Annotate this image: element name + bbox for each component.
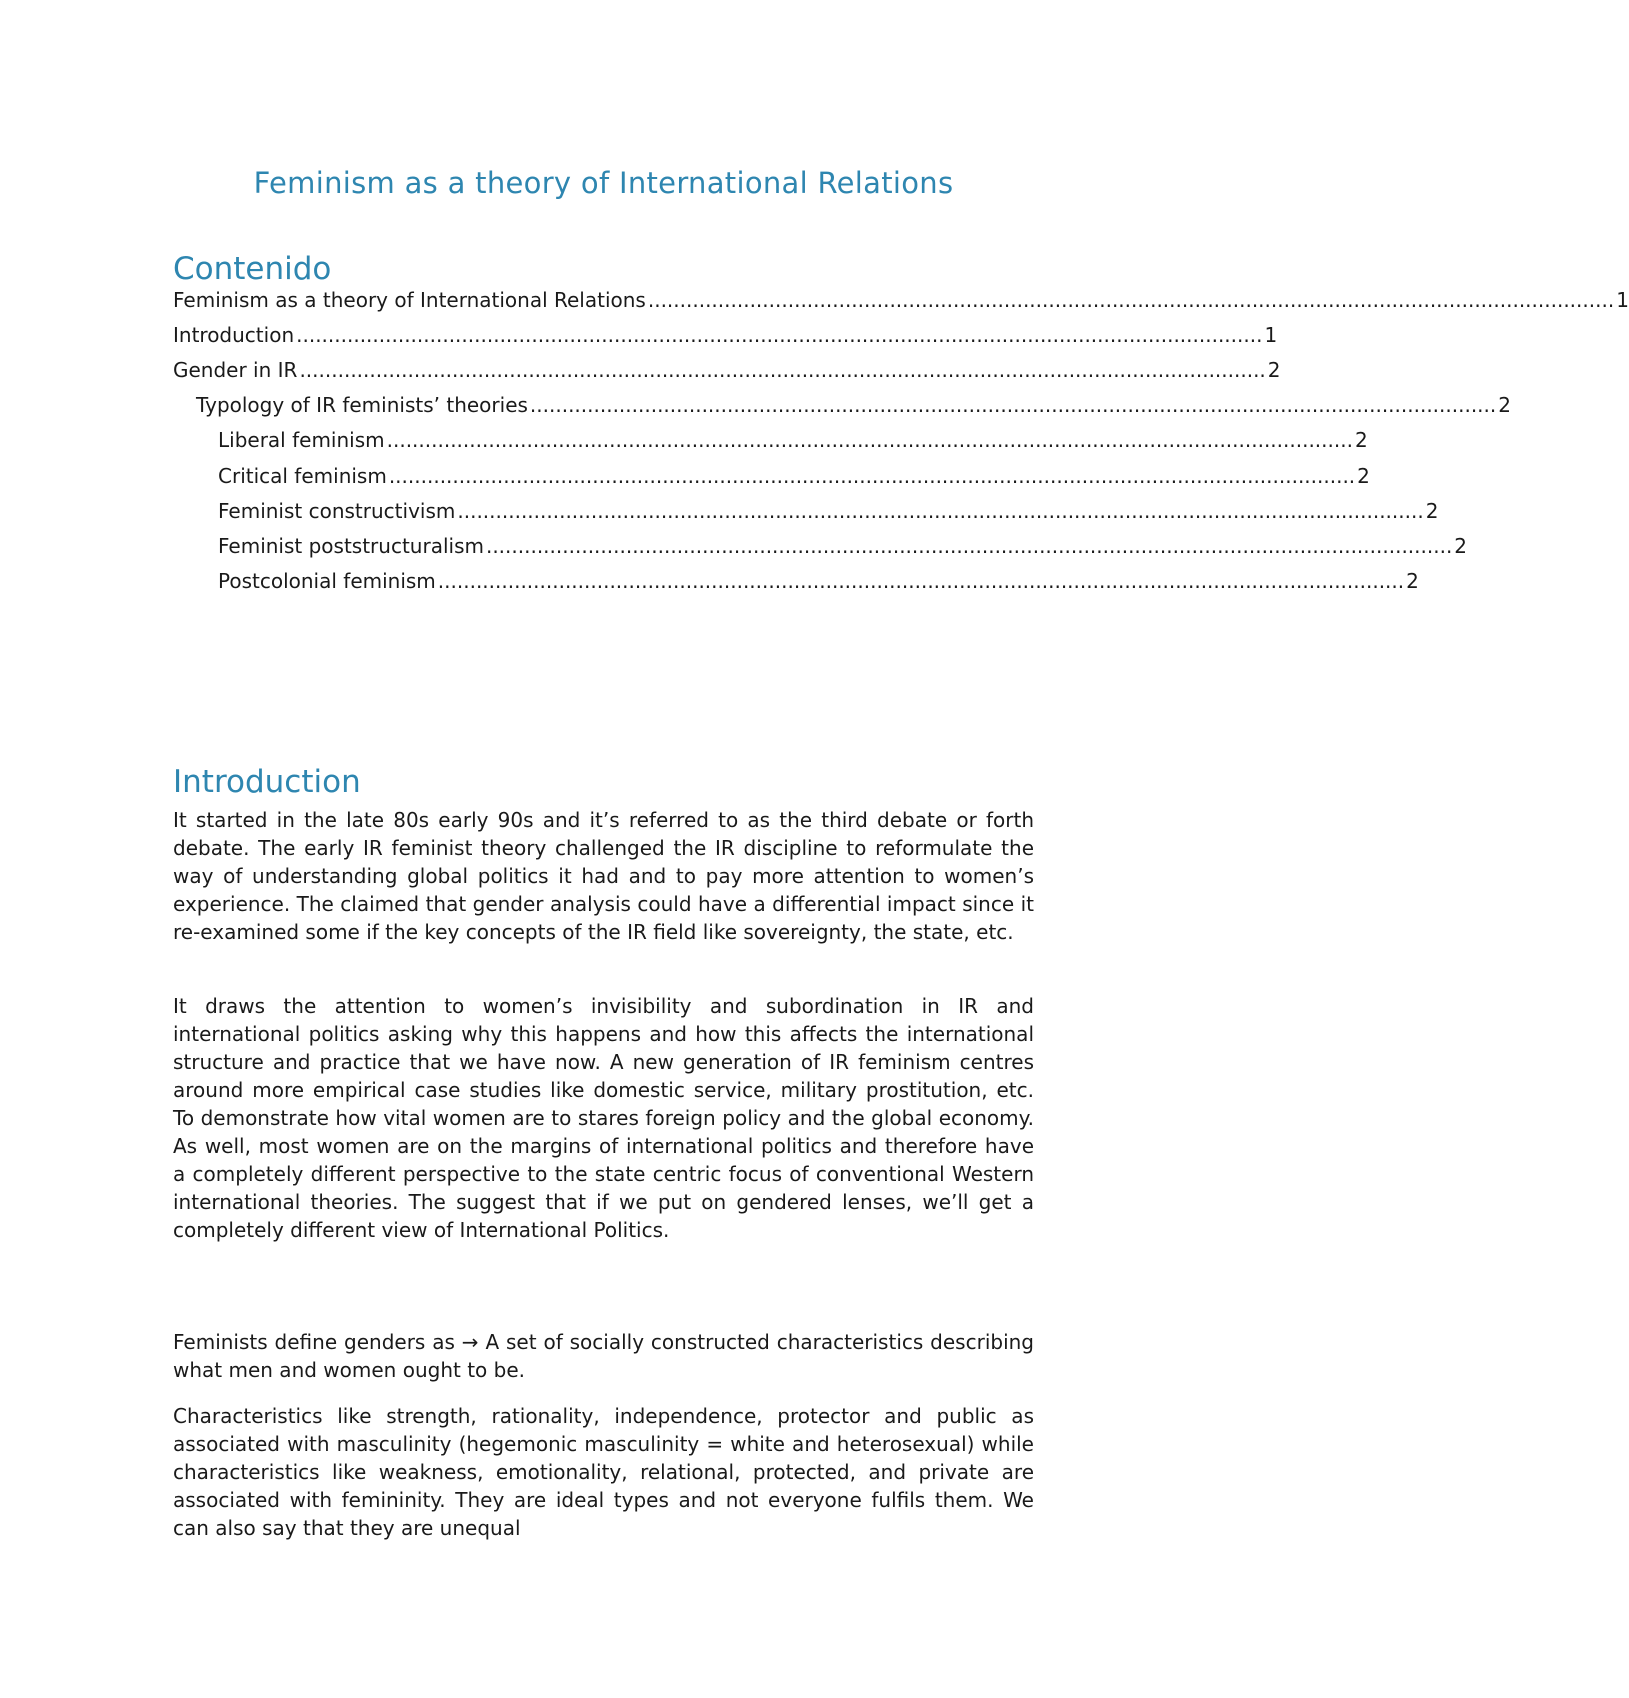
toc-entry[interactable]: [173, 358, 1281, 384]
toc-entry-label: Gender in IR: [173, 358, 298, 382]
toc-leader-dots: ........................................................................................................................................................: [299, 358, 1266, 382]
toc-leader-dots: ........................................................................................................................................................: [485, 534, 1453, 558]
body-paragraph: It started in the late 80s early 90s and it’s referred to as the third debate or forth debate. The early IR feminist theory challenged the IR discipline to reformulate the way of understanding global politics it had and to pay more attention to women’s experience. The claimed that gender analysis could have a differential impact since it re-examined some if the key concepts of the IR field like sovereignty, the state, etc.: [173, 808, 1034, 944]
toc-leader-dots: ........................................................................................................................................................: [296, 323, 1263, 347]
toc-entry[interactable]: [173, 569, 1419, 595]
toc-entry[interactable]: [173, 534, 1468, 560]
toc-leader-dots: ........................................................................................................................................................: [388, 464, 1356, 488]
toc-entry-label: Feminist constructivism: [218, 499, 456, 523]
toc-leader-dots: ........................................................................................................................................................: [457, 499, 1424, 523]
toc-entry-page: 1: [1616, 288, 1629, 312]
toc-entry-label: Introduction: [173, 323, 295, 347]
body-paragraph: Feminists define genders as → A set of socially constructed characteristics describing what men and women ought to be.: [173, 1330, 1034, 1382]
body-paragraph: Characteristics like strength, rationality, independence, protector and public as associated with masculinity (hegemonic masculinity = white and heterosexual) while characteristics like weakness, emotionality, relational, protected, and private are associated with femininity. They are ideal types and not everyone fulfils them. We can also say that they are unequal: [173, 1404, 1034, 1540]
toc-entry[interactable]: [173, 428, 1368, 454]
toc-entry-page: 2: [1406, 569, 1419, 593]
toc-entry[interactable]: [173, 464, 1370, 490]
document-title: Feminism as a theory of International Relations: [253, 166, 954, 200]
toc-entry-page: 2: [1425, 499, 1439, 523]
toc-entry-page: 2: [1498, 393, 1511, 417]
toc-heading: Contenido: [173, 251, 332, 287]
toc-entry-page: 2: [1354, 428, 1368, 452]
toc-entry-page: 2: [1267, 358, 1281, 382]
toc-entry-page: 2: [1454, 534, 1468, 558]
body-paragraph: It draws the attention to women’s invisibility and subordination in IR and international politics asking why this happens and how this affects the international structure and practice that we have now. A new generation of IR feminism centres around more empirical case studies like domestic service, military prostitution, etc. To demonstrate how vital women are to stares foreign policy and the global economy. As well, most women are on the margins of international politics and therefore have a completely different perspective to the state centric focus of conventional Western international theories. The suggest that if we put on gendered lenses, we’ll get a completely different view of International Politics.: [173, 994, 1034, 1242]
toc-leader-dots: ........................................................................................................................................................: [386, 428, 1353, 452]
toc-entry-label: Typology of IR feminists’ theories: [196, 393, 528, 417]
toc-entry-page: 2: [1357, 464, 1370, 488]
toc-entry[interactable]: [173, 393, 1511, 419]
toc-entry-label: Critical feminism: [218, 464, 387, 488]
section-heading-introduction: Introduction: [173, 764, 361, 800]
toc-entry-label: Feminism as a theory of International Relations: [173, 288, 646, 312]
toc-leader-dots: ........................................................................................................................................................: [529, 393, 1497, 417]
toc-entry-page: 1: [1264, 323, 1278, 347]
toc-entry[interactable]: [173, 323, 1278, 349]
toc-leader-dots: ........................................................................................................................................................: [647, 288, 1615, 312]
toc-entry[interactable]: [173, 288, 1629, 314]
toc-entry-label: Liberal feminism: [218, 428, 385, 452]
toc-leader-dots: ........................................................................................................................................................: [437, 569, 1405, 593]
toc-entry[interactable]: [173, 499, 1439, 525]
toc-entry-label: Feminist poststructuralism: [218, 534, 484, 558]
toc-entry-label: Postcolonial feminism: [218, 569, 436, 593]
